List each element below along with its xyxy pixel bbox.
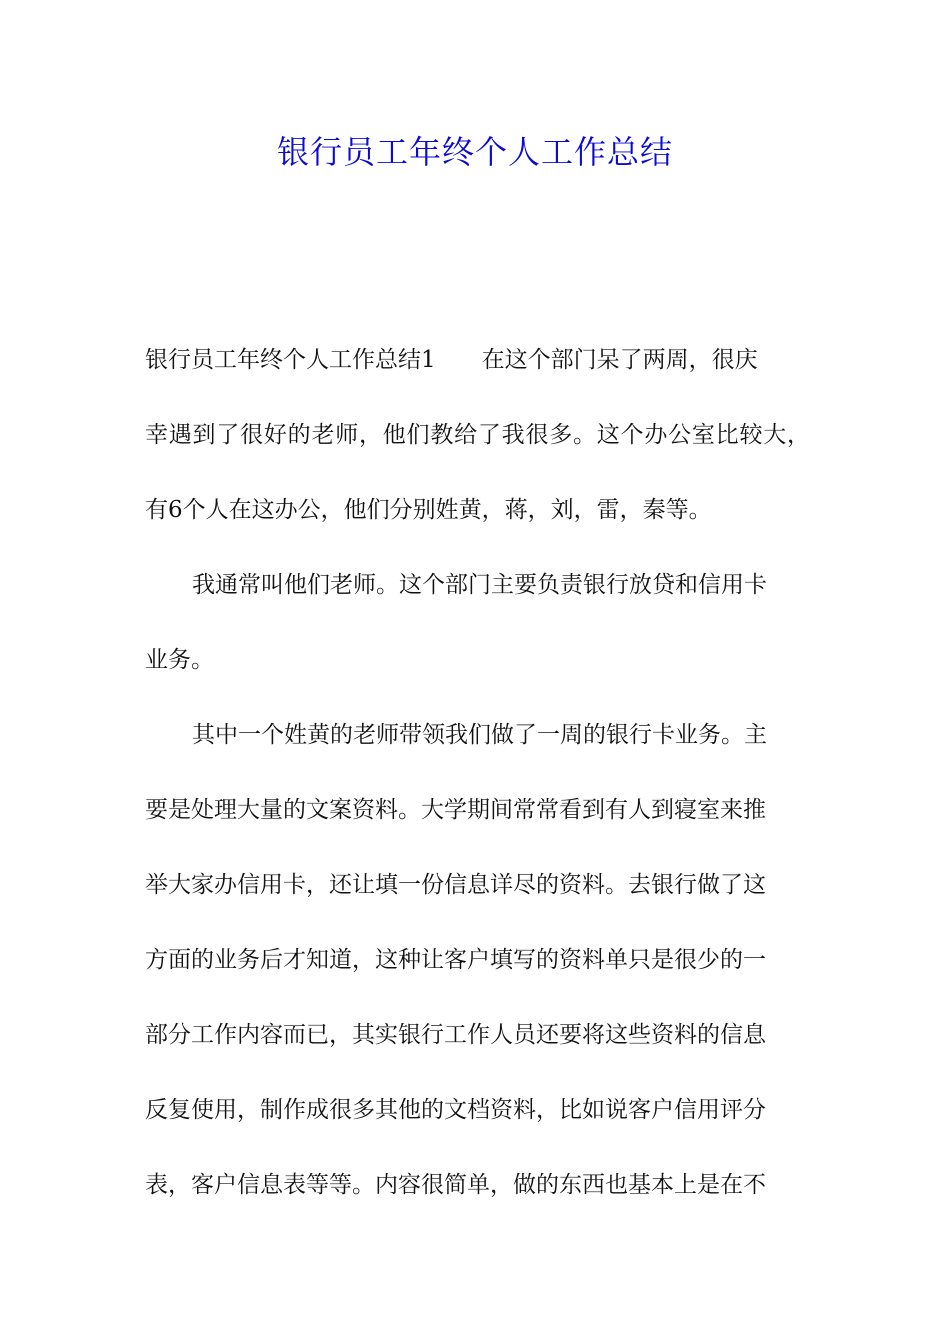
- text-line-11: 反复使用，制作成很多其他的文档资料，比如说客户信用评分: [145, 1097, 766, 1123]
- text-line-6: 其中一个姓黄的老师带领我们做了一周的银行卡业务。主: [192, 722, 767, 748]
- text-line-7: 要是处理大量的文案资料。大学期间常常看到有人到寝室来推: [145, 797, 766, 823]
- text-line-10: 部分工作内容而已，其实银行工作人员还要将这些资料的信息: [145, 1022, 766, 1048]
- text-line-4: 我通常叫他们老师。这个部门主要负责银行放贷和信用卡: [192, 572, 767, 598]
- text-line-9: 方面的业务后才知道，这种让客户填写的资料单只是很少的一: [145, 947, 766, 973]
- text-line-8: 举大家办信用卡，还让填一份信息详尽的资料。去银行做了这: [145, 872, 766, 898]
- text-line-12: 表，客户信息表等等。内容很简单，做的东西也基本上是在不: [145, 1172, 766, 1198]
- text-line-2: 幸遇到了很好的老师，他们教给了我很多。这个办公室比较大，: [145, 422, 810, 448]
- text-line-5: 业务。: [145, 647, 214, 673]
- document-title: 银行员工年终个人工作总结: [276, 133, 673, 171]
- text-line-1: 银行员工年终个人工作总结1 在这个部门呆了两周，很庆: [145, 347, 758, 373]
- document-body: [145, 336, 810, 1236]
- text-line-3: 有6个人在这办公，他们分别姓黄，蒋，刘，雷，秦等。: [145, 497, 712, 523]
